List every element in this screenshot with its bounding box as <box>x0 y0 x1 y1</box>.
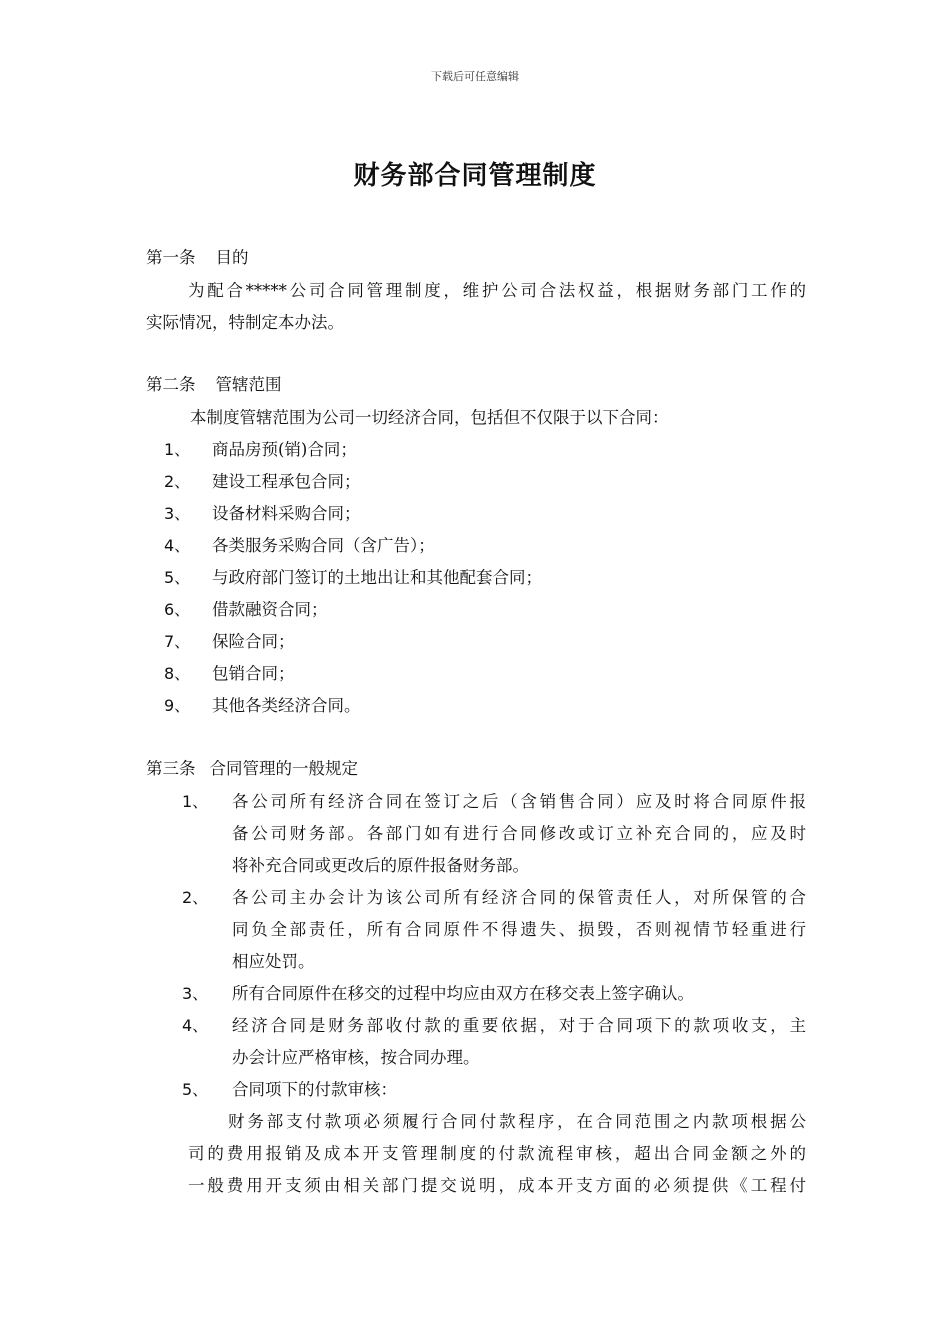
list-item: 其他各类经济合同。 <box>212 696 361 715</box>
list-item-line: 各公司主办会计为该公司所有经济合同的保管责任人，对所保管的合 <box>232 888 806 907</box>
list-item-line: 经济合同是财务部收付款的重要依据，对于合同项下的款项收支，主 <box>232 1016 806 1035</box>
list-item: 建设工程承包合同； <box>212 472 361 491</box>
list-item: 与政府部门签订的土地出让和其他配套合同； <box>212 568 542 587</box>
list-number: 5、 <box>164 568 191 587</box>
header-note: 下载后可任意编辑 <box>431 70 519 83</box>
article-1-title: 目的 <box>215 248 249 267</box>
article-3-title: 合同管理的一般规定 <box>209 759 358 778</box>
list-number: 4、 <box>164 536 191 555</box>
article-2-heading <box>146 373 282 397</box>
document-title: 财务部合同管理制度 <box>353 161 597 191</box>
list-number: 7、 <box>164 632 191 651</box>
list-item-line: 同负全部责任，所有合同原件不得遗失、损毁，否则视情节轻重进行 <box>232 920 806 939</box>
list-item-line: 办会计应严格审核，按合同办理。 <box>232 1048 480 1067</box>
list-item: 借款融资合同； <box>212 600 328 619</box>
list-item: 设备材料采购合同； <box>212 504 361 523</box>
list-item-line: 所有合同原件在移交的过程中均应由双方在移交表上签字确认。 <box>232 984 694 1003</box>
list-number: 2、 <box>164 472 191 491</box>
payment-paragraph-line: 财务部支付款项必须履行合同付款程序，在合同范围之内款项根据公 <box>228 1112 806 1131</box>
list-item-line: 合同项下的付款审核： <box>232 1080 397 1099</box>
list-number: 3、 <box>182 984 209 1003</box>
list-number: 1、 <box>164 440 191 459</box>
list-item: 保险合同； <box>212 632 295 651</box>
article-1-heading <box>146 246 249 270</box>
article-1-label: 第一条 <box>146 248 196 267</box>
article-2-title: 管辖范围 <box>215 375 282 394</box>
payment-paragraph-line: 一般费用开支须由相关部门提交说明，成本开支方面的必须提供《工程付 <box>188 1176 806 1195</box>
list-number: 4、 <box>182 1016 209 1035</box>
list-number: 5、 <box>182 1080 209 1099</box>
article-1-paragraph-line: 实际情况，特制定本办法。 <box>146 313 344 332</box>
article-1-paragraph-line: 为配合*****公司合同管理制度，维护公司合法权益，根据财务部门工作的 <box>188 281 806 300</box>
list-number: 8、 <box>164 664 191 683</box>
list-number: 6、 <box>164 600 191 619</box>
list-number: 2、 <box>182 888 209 907</box>
article-3-heading <box>146 757 358 781</box>
list-item-line: 各公司所有经济合同在签订之后（含销售合同）应及时将合同原件报 <box>232 792 806 811</box>
article-3-label: 第三条 <box>146 759 196 778</box>
list-item: 商品房预(销)合同； <box>212 440 357 459</box>
article-2-label: 第二条 <box>146 375 196 394</box>
payment-paragraph-line: 司的费用报销及成本开支管理制度的付款流程审核，超出合同金额之外的 <box>188 1144 806 1163</box>
list-number: 3、 <box>164 504 191 523</box>
list-item: 包销合同； <box>212 664 295 683</box>
list-item-line: 相应处罚。 <box>232 952 315 971</box>
list-number: 1、 <box>182 792 209 811</box>
list-item-line: 备公司财务部。各部门如有进行合同修改或订立补充合同的，应及时 <box>232 824 806 843</box>
list-item: 各类服务采购合同（含广告）； <box>212 536 435 555</box>
list-item-line: 将补充合同或更改后的原件报备财务部。 <box>232 856 529 875</box>
article-2-intro: 本制度管辖范围为公司一切经济合同，包括但不仅限于以下合同： <box>190 408 669 427</box>
list-number: 9、 <box>164 696 191 715</box>
